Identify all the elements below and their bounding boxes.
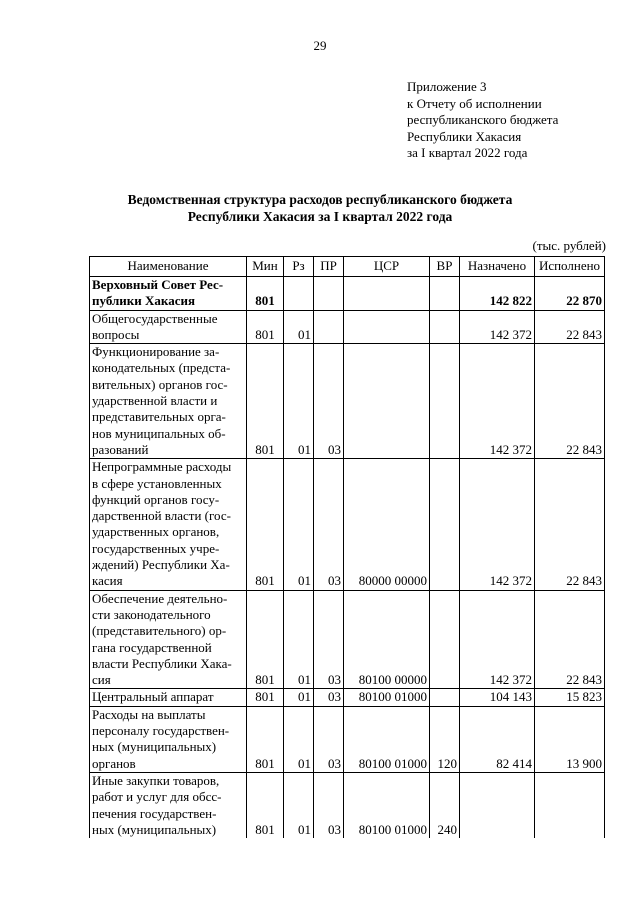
cell-csr: 80100 01000 [344, 706, 430, 772]
header-rz: Рз [284, 257, 314, 277]
document-title [0, 191, 640, 225]
cell-name: Обеспечение деятельно- сти законодательного (представительного) ор- гана государственной власти Республики Хака- сия [90, 590, 247, 689]
cell-min: 801 [247, 310, 284, 344]
table-row [90, 590, 605, 689]
cell-vr [430, 459, 460, 590]
appendix-line: Республики Хакасия [407, 128, 522, 144]
header-executed: Исполнено [535, 257, 605, 277]
cell-vr [430, 344, 460, 459]
cell-executed: 22 843 [535, 344, 605, 459]
cell-min: 801 [247, 689, 284, 706]
header-assigned: Назначено [460, 257, 535, 277]
cell-executed: 22 870 [535, 277, 605, 311]
cell-name: Центральный аппарат [90, 689, 247, 706]
cell-vr: 240 [430, 772, 460, 838]
cell-min: 801 [247, 277, 284, 311]
cell-executed: 22 843 [535, 590, 605, 689]
cell-vr [430, 590, 460, 689]
table-row [90, 344, 605, 459]
cell-assigned: 142 372 [460, 310, 535, 344]
units-label: (тыс. рублей) [532, 238, 606, 253]
title-line-2: Республики Хакасия за I квартал 2022 года [187, 209, 453, 224]
cell-pr: 03 [314, 590, 344, 689]
appendix-line: Приложение 3 [407, 79, 487, 94]
cell-pr [314, 310, 344, 344]
appendix-line: республиканского бюджета [407, 112, 559, 127]
cell-rz: 01 [284, 459, 314, 590]
page-number: 29 [313, 38, 327, 53]
table-row [90, 277, 605, 311]
header-min: Мин [247, 257, 284, 277]
cell-csr: 80100 01000 [344, 689, 430, 706]
cell-pr: 03 [314, 689, 344, 706]
cell-vr [430, 277, 460, 311]
cell-rz: 01 [284, 706, 314, 772]
cell-name: Общегосударственные вопросы [90, 310, 247, 344]
cell-executed: 13 900 [535, 706, 605, 772]
cell-pr: 03 [314, 706, 344, 772]
cell-min: 801 [247, 344, 284, 459]
cell-pr: 03 [314, 344, 344, 459]
table-body [90, 277, 605, 839]
cell-executed: 22 843 [535, 459, 605, 590]
cell-assigned [460, 772, 535, 838]
cell-csr [344, 310, 430, 344]
cell-name: Расходы на выплаты персоналу государствен- ных (муниципальных) органов [90, 706, 247, 772]
cell-rz [284, 277, 314, 311]
cell-assigned: 142 822 [460, 277, 535, 311]
cell-executed: 22 843 [535, 310, 605, 344]
cell-csr: 80000 00000 [344, 459, 430, 590]
cell-assigned: 142 372 [460, 344, 535, 459]
cell-min: 801 [247, 772, 284, 838]
budget-table [89, 256, 605, 838]
cell-rz: 01 [284, 772, 314, 838]
table-row [90, 706, 605, 772]
table-header-row [90, 257, 605, 277]
cell-executed [535, 772, 605, 838]
cell-csr: 80100 00000 [344, 590, 430, 689]
cell-pr: 03 [314, 459, 344, 590]
header-name: Наименование [90, 257, 247, 277]
cell-csr: 80100 01000 [344, 772, 430, 838]
cell-csr [344, 344, 430, 459]
cell-pr [314, 277, 344, 311]
table-row [90, 310, 605, 344]
table-row [90, 459, 605, 590]
cell-name: Верховный Совет Рес- публики Хакасия [90, 277, 247, 311]
cell-csr [344, 277, 430, 311]
cell-min: 801 [247, 706, 284, 772]
cell-name: Функционирование за- конодательных (предста- вительных) органов гос- ударственной власти и представительных орга- нов муниципальных об- разований [90, 344, 247, 459]
appendix-line: за I квартал 2022 года [407, 145, 528, 160]
table-row [90, 772, 605, 838]
header-pr: ПР [314, 257, 344, 277]
cell-rz: 01 [284, 590, 314, 689]
cell-rz: 01 [284, 689, 314, 706]
title-line-1: Ведомственная структура расходов республиканского бюджета [127, 192, 513, 207]
cell-rz: 01 [284, 344, 314, 459]
cell-executed: 15 823 [535, 689, 605, 706]
cell-assigned: 142 372 [460, 459, 535, 590]
cell-min: 801 [247, 590, 284, 689]
cell-name: Иные закупки товаров, работ и услуг для обсс- печения государствен- ных (муниципальных) [90, 772, 247, 838]
cell-assigned: 82 414 [460, 706, 535, 772]
cell-vr: 120 [430, 706, 460, 772]
table-row [90, 689, 605, 706]
cell-name: Непрограммные расходы в сфере установленных функций органов госу- дарственной власти (гос- ударственных органов, государственных учре- ждений) Республики Ха- касия [90, 459, 247, 590]
header-csr: ЦСР [344, 257, 430, 277]
cell-vr [430, 310, 460, 344]
cell-pr: 03 [314, 772, 344, 838]
cell-assigned: 142 372 [460, 590, 535, 689]
cell-vr [430, 689, 460, 706]
appendix-note [407, 79, 558, 162]
header-vr: ВР [430, 257, 460, 277]
cell-assigned: 104 143 [460, 689, 535, 706]
cell-min: 801 [247, 459, 284, 590]
cell-rz: 01 [284, 310, 314, 344]
appendix-line: к Отчету об исполнении [407, 95, 542, 111]
